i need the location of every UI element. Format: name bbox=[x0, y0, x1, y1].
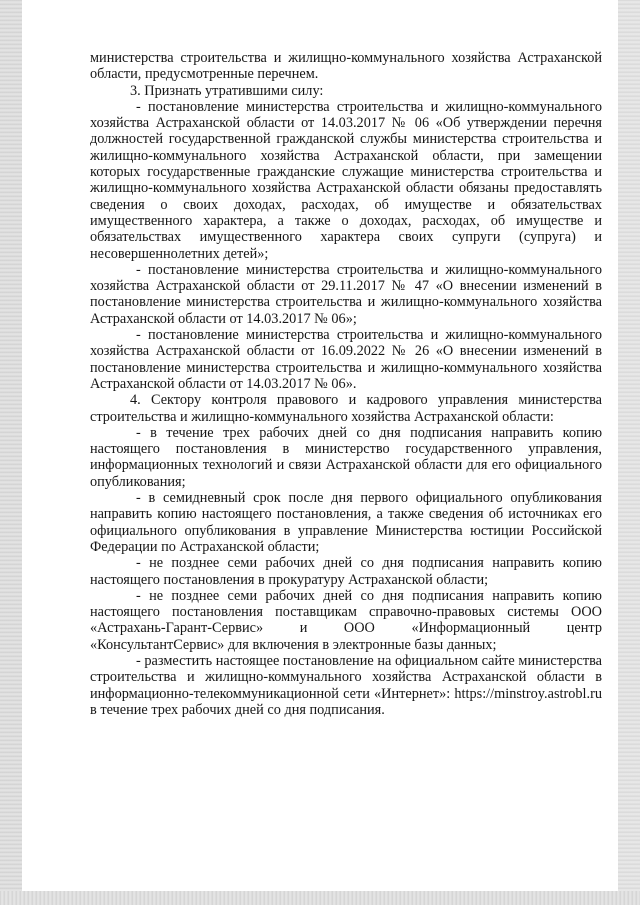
paragraph-publication-copy: - в течение трех рабочих дней со дня подписания направить копию настоящего постановления в министерство государственного управления, информационных технологий и связи Астраханской области для его официального опубликования; bbox=[90, 424, 602, 490]
document-page bbox=[90, 50, 602, 718]
paragraph-item-3: 3. Признать утратившими силу: bbox=[130, 82, 324, 99]
paragraph-repeal-order-06: - постановление министерства строительства и жилищно-коммунального хозяйства Астраханской области от 14.03.2017 № 06 «Об утверждении перечня должностей государственной гражданской службы министерства строительства и жилищно-коммунального хозяйства Астраханской области, при замещении которых государственные гражданские служащие министерства строительства и жилищно-коммунального хозяйства Астраханской области обязаны предоставлять сведения о своих доходах, расходах, об имуществе и обязательствах имущественного характера, а также о доходах, расходах, об имуществе и обязательствах имущественного характера своих супруги (супруга) и несовершеннолетних детей»; bbox=[90, 98, 602, 262]
paragraph-item-4: 4. Сектору контроля правового и кадрового управления министерства строительства и жилищно-коммунального хозяйства Астраханской области: bbox=[90, 392, 602, 425]
scan-edge-left bbox=[0, 0, 22, 905]
paragraph-justice-ministry-copy: - в семидневный срок после дня первого официального опубликования направить копию настоящего постановления, а также сведения об источниках его официального опубликования в управление Министерства юстиции Российской Федерации по Астраханской области; bbox=[90, 490, 602, 555]
paragraph-repeal-order-47: - постановление министерства строительства и жилищно-коммунального хозяйства Астраханской области от 29.11.2017 № 47 «О внесении изменений в постановление министерства строительства и жилищно-коммунального хозяйства Астраханской области от 14.03.2017 № 06»; bbox=[90, 261, 602, 327]
paragraph-website-placement: - разместить настоящее постановление на официальном сайте министерства строительства и жилищно-коммунального хозяйства Астраханской области в информационно-телекоммуникационной сети «Интернет»: https://minstroy.astrobl.ru в течение трех рабочих дней со дня подписания. bbox=[90, 652, 602, 718]
paragraph-continuation: министерства строительства и жилищно-коммунального хозяйства Астраханской области, предусмотренные перечнем. bbox=[90, 50, 602, 83]
scan-edge-right bbox=[618, 0, 640, 905]
paragraph-prosecutor-copy: - не позднее семи рабочих дней со дня подписания направить копию настоящего постановления в прокуратуру Астраханской области; bbox=[90, 555, 602, 588]
scan-edge-bottom bbox=[0, 891, 640, 905]
paragraph-repeal-order-26: - постановление министерства строительства и жилищно-коммунального хозяйства Астраханской области от 16.09.2022 № 26 «О внесении изменений в постановление министерства строительства и жилищно-коммунального хозяйства Астраханской области от 14.03.2017 № 06». bbox=[90, 327, 602, 392]
paragraph-legal-systems-copy: - не позднее семи рабочих дней со дня подписания направить копию настоящего постановления поставщикам справочно-правовых системы ООО «Астрахань-Гарант-Сервис» и ООО «Информационный центр «КонсультантСервис» для включения в электронные базы данных; bbox=[90, 587, 602, 653]
